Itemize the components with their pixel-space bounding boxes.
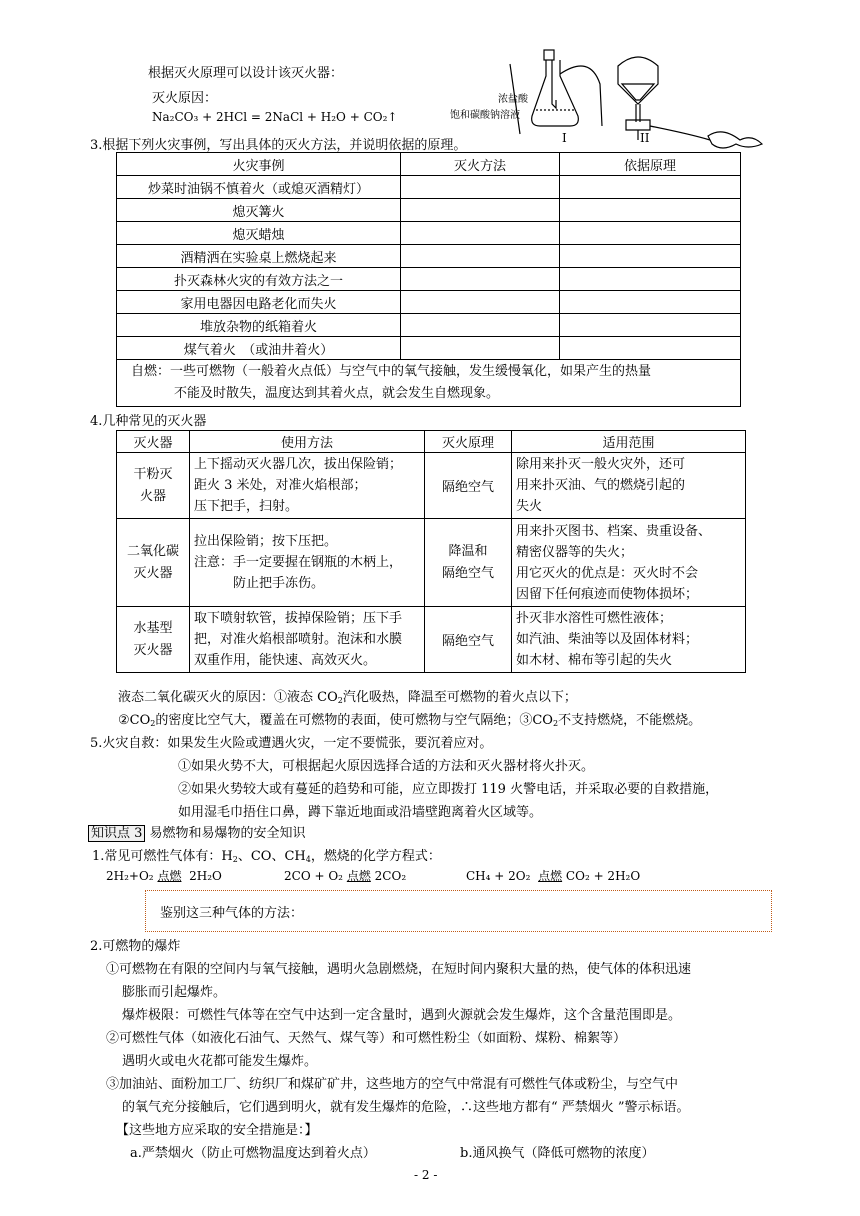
explosion-p2a: ②可燃性气体（如液化石油气、天然气、煤气等）和可燃性粉尘（如面粉、煤粉、棉絮等） bbox=[106, 1031, 627, 1046]
answer-cell[interactable] bbox=[560, 314, 741, 337]
q5-line-3: 如用湿毛巾捂住口鼻，蹲下靠近地面或沿墙壁跑离着火区域等。 bbox=[178, 805, 543, 820]
table-row bbox=[117, 453, 746, 519]
answer-cell[interactable] bbox=[560, 176, 741, 199]
scope-line: 用来扑灭图书、档案、贵重设备、 bbox=[516, 523, 712, 539]
equation-part: 2CO₂ bbox=[374, 869, 407, 883]
safety-a: a.严禁烟火（防止可燃物温度达到着火点） bbox=[130, 1146, 376, 1161]
scope-line: 如汽油、柴油等以及固体材料； bbox=[516, 632, 699, 647]
safety-title: 【这些地方应采取的安全措施是：】 bbox=[116, 1123, 318, 1138]
fire-header-method: 灭火方法 bbox=[401, 153, 560, 176]
kp3-q1: 1.常见可燃性气体有：$H_2$、CO、$CH_4$，燃烧的化学方程式： bbox=[92, 849, 441, 864]
answer-cell[interactable] bbox=[560, 199, 741, 222]
ext-type-line: 干粉灭 bbox=[133, 466, 173, 482]
ext-principle bbox=[425, 607, 512, 673]
fire-case: 炒菜时油锅不慎着火（或熄灭酒精灯） bbox=[117, 176, 401, 199]
answer-cell[interactable] bbox=[560, 337, 741, 360]
table-row bbox=[117, 314, 741, 337]
equation-h2 bbox=[106, 867, 222, 884]
explosion-p2b: 遇明火或电火花都可能发生爆炸。 bbox=[122, 1054, 318, 1069]
fire-case: 酒精洒在实验桌上燃烧起来 bbox=[117, 245, 401, 268]
table-row bbox=[117, 199, 741, 222]
ext-header-principle: 灭火原理 bbox=[425, 431, 512, 453]
answer-cell[interactable] bbox=[401, 222, 560, 245]
identify-gases-label: 鉴别这三种气体的方法： bbox=[160, 906, 304, 921]
ext-type-line: 灭火器 bbox=[133, 565, 173, 581]
label-II: II bbox=[640, 131, 650, 145]
method-line: 注意：手一定要握在钢瓶的木柄上， bbox=[194, 555, 403, 570]
equation-condition: 点燃 bbox=[538, 869, 563, 883]
q1-text: 、CO、CH bbox=[237, 849, 306, 864]
scope-line: 扑灭非水溶性可燃性液体； bbox=[516, 611, 673, 626]
label-acid: 浓盐酸 bbox=[498, 94, 528, 105]
ext-header-type: 灭火器 bbox=[117, 431, 190, 453]
fire-case: 煤气着火 （或油井着火） bbox=[117, 337, 401, 360]
page-number: - 2 - bbox=[414, 1168, 438, 1182]
answer-cell[interactable] bbox=[401, 176, 560, 199]
kp3-tag: 知识点 3 bbox=[88, 825, 145, 842]
ext-type bbox=[117, 453, 190, 519]
ext-method bbox=[190, 607, 425, 673]
kp3-title: 易燃物和易爆物的安全知识 bbox=[149, 826, 306, 841]
answer-cell[interactable] bbox=[401, 314, 560, 337]
spontaneous-combustion-note bbox=[117, 360, 741, 407]
principle-line: 隔绝空气 bbox=[441, 634, 494, 649]
equation-part: 2CO + O₂ bbox=[284, 869, 343, 883]
identify-gases-box[interactable] bbox=[145, 890, 772, 932]
answer-cell[interactable] bbox=[401, 337, 560, 360]
equation-condition: 点燃 bbox=[157, 869, 182, 883]
scope-line: 除用来扑灭一般火灾外，还可 bbox=[516, 457, 686, 472]
scope-line: 如木材、棉布等引起的失火 bbox=[516, 653, 673, 668]
ext-type-line: 二氧化碳 bbox=[126, 543, 179, 559]
fire-extinguisher-apparatus-illustration bbox=[450, 44, 780, 150]
label-solution: 饱和碳酸钠溶液 bbox=[450, 110, 520, 121]
fire-case: 堆放杂物的纸箱着火 bbox=[117, 314, 401, 337]
answer-cell[interactable] bbox=[401, 199, 560, 222]
q5-line-2: ②如果火势较大或有蔓延的趋势和可能，应立即拨打 119 火警电话，并采取必要的自救措施， bbox=[178, 782, 719, 797]
co2-text: 不支持燃烧，不能燃烧。 bbox=[558, 713, 702, 728]
kp3-heading bbox=[88, 822, 306, 841]
ext-type-line: 火器 bbox=[139, 488, 166, 504]
scope-line: 用它灭火的优点是：灭火时不会 bbox=[516, 565, 699, 581]
co2-text: 的密度比空气大，覆盖在可燃物的表面，使可燃物与空气隔绝；③CO bbox=[155, 713, 553, 728]
method-line: 双重作用，能快速、高效灭火。 bbox=[194, 653, 377, 668]
table-row bbox=[117, 519, 746, 607]
na2co3-equation: Na₂CO₃ + 2HCl = 2NaCl + H₂O + CO₂↑ bbox=[152, 110, 398, 124]
answer-cell[interactable] bbox=[401, 245, 560, 268]
principle-line: 隔绝空气 bbox=[441, 480, 494, 495]
table-row bbox=[117, 337, 741, 360]
equation-part: CH₄ + 2O₂ bbox=[466, 869, 531, 883]
co2-reason-line-1: 液态二氧化碳灭火的原因：①液态 $CO_2$汽化吸热，降温至可燃物的着火点以下； bbox=[118, 690, 577, 705]
table-row bbox=[117, 607, 746, 673]
q1-text: ，燃烧的化学方程式： bbox=[310, 849, 441, 864]
answer-cell[interactable] bbox=[560, 268, 741, 291]
extinguisher-table bbox=[116, 430, 746, 673]
intro-line-1: 根据灭火原理可以设计该灭火器： bbox=[148, 66, 344, 81]
table-row bbox=[117, 291, 741, 314]
ext-method bbox=[190, 519, 425, 607]
ext-type bbox=[117, 607, 190, 673]
answer-cell[interactable] bbox=[401, 268, 560, 291]
fire-header-principle: 依据原理 bbox=[560, 153, 741, 176]
scope-line: 用来扑灭油、气的燃烧引起的 bbox=[516, 478, 686, 493]
scope-line: 因留下任何痕迹而使物体损坏； bbox=[516, 586, 699, 602]
intro-line-2: 灭火原因： bbox=[152, 91, 218, 106]
note-line-1: 自燃：一些可燃物（一般着火点低）与空气中的氧气接触，发生缓慢氧化，如果产生的热量 bbox=[131, 364, 652, 379]
ext-scope bbox=[512, 607, 746, 673]
equation-condition: 点燃 bbox=[346, 869, 371, 883]
method-line: 把，对准火焰根部喷射。泡沫和水膜 bbox=[194, 632, 403, 647]
scope-line: 失火 bbox=[516, 499, 543, 514]
kp3-q2-title: 2.可燃物的爆炸 bbox=[90, 939, 181, 954]
ext-type-line: 水基型 bbox=[133, 620, 173, 636]
table-row bbox=[117, 245, 741, 268]
ext-scope bbox=[512, 453, 746, 519]
q1-text: 1.常见可燃性气体有：H bbox=[92, 849, 233, 864]
q5-line-1: ①如果火势不大，可根据起火原因选择合适的方法和灭火器材将火扑灭。 bbox=[178, 759, 595, 774]
explosion-limit: 爆炸极限：可燃性气体等在空气中达到一定含量时，遇到火源就会发生爆炸，这个含量范围即是。 bbox=[122, 1008, 682, 1023]
principle-line: 降温和 bbox=[448, 543, 488, 559]
co2-text: ②CO bbox=[118, 713, 151, 728]
equation-part: CO₂ + 2H₂O bbox=[565, 869, 641, 883]
safety-b: b.通风换气（降低可燃物的浓度） bbox=[460, 1146, 655, 1161]
label-I: I bbox=[562, 131, 567, 145]
q3-title: 3.根据下列火灾事例，写出具体的灭火方法，并说明依据的原理。 bbox=[90, 138, 467, 153]
explosion-p1a: ①可燃物在有限的空间内与氧气接触，遇明火急剧燃烧，在短时间内聚积大量的热，使气体的体积迅速 bbox=[106, 962, 692, 977]
q4-title: 4.几种常见的灭火器 bbox=[90, 414, 207, 429]
equation-ch4 bbox=[466, 867, 640, 884]
method-line: 防止把手冻伤。 bbox=[194, 576, 325, 591]
equation-part: 2H₂O bbox=[189, 869, 222, 883]
ext-method bbox=[190, 453, 425, 519]
scope-line: 精密仪器等的失火； bbox=[516, 544, 634, 560]
fire-case: 熄灭蜡烛 bbox=[117, 222, 401, 245]
equation-co bbox=[284, 867, 406, 884]
explosion-p3a: ③加油站、面粉加工厂、纺织厂和煤矿矿井，这些地方的空气中常混有可燃性气体或粉尘，与空气中 bbox=[106, 1077, 679, 1092]
ext-header-method: 使用方法 bbox=[190, 431, 425, 453]
equation-part: 2H₂+O₂ bbox=[106, 869, 154, 883]
fire-case: 家用电器因电路老化而失火 bbox=[117, 291, 401, 314]
note-line-2: 不能及时散失，温度达到其着火点，就会发生自燃现象。 bbox=[174, 386, 500, 401]
co2-text: 液态二氧化碳灭火的原因：①液态 CO bbox=[118, 690, 338, 705]
table-row bbox=[117, 176, 741, 199]
method-line: 距火 3 米处，对准火焰根部； bbox=[194, 478, 367, 493]
q5-title: 5.火灾自救：如果发生火险或遭遇火灾，一定不要慌张，要沉着应对。 bbox=[90, 736, 493, 751]
method-line: 取下喷射软管，拔掉保险销；压下手 bbox=[194, 611, 403, 626]
fire-case: 扑灭森林火灾的有效方法之一 bbox=[117, 268, 401, 291]
explosion-p3b: 的氧气充分接触后，它们遇到明火，就有发生爆炸的危险，∴这些地方都有“ 严禁烟火 ”警示标语。 bbox=[122, 1100, 690, 1115]
fire-cases-table bbox=[116, 152, 741, 407]
ext-principle bbox=[425, 453, 512, 519]
answer-cell[interactable] bbox=[560, 245, 741, 268]
ext-principle bbox=[425, 519, 512, 607]
principle-line: 隔绝空气 bbox=[441, 565, 494, 581]
ext-type bbox=[117, 519, 190, 607]
ext-scope bbox=[512, 519, 746, 607]
co2-text: 汽化吸热，降温至可燃物的着火点以下； bbox=[342, 690, 577, 705]
answer-cell[interactable] bbox=[560, 222, 741, 245]
ext-header-scope: 适用范围 bbox=[512, 431, 746, 453]
method-line: 拉出保险销；按下压把。 bbox=[194, 534, 338, 549]
fire-case: 熄灭篝火 bbox=[117, 199, 401, 222]
answer-cell[interactable] bbox=[560, 291, 741, 314]
fire-header-case: 火灾事例 bbox=[117, 153, 401, 176]
method-line: 上下摇动灭火器几次，拔出保险销； bbox=[194, 457, 403, 472]
ext-type-line: 灭火器 bbox=[133, 642, 173, 658]
method-line: 压下把手，扫射。 bbox=[194, 499, 299, 514]
co2-reason-line-2: $②CO_2$的密度比空气大，覆盖在可燃物的表面，使可燃物与空气隔绝；$③CO_2$不支持燃烧，不能燃烧。 bbox=[118, 713, 702, 728]
table-row bbox=[117, 268, 741, 291]
explosion-p1b: 膨胀而引起爆炸。 bbox=[122, 985, 227, 1000]
table-row bbox=[117, 222, 741, 245]
answer-cell[interactable] bbox=[401, 291, 560, 314]
